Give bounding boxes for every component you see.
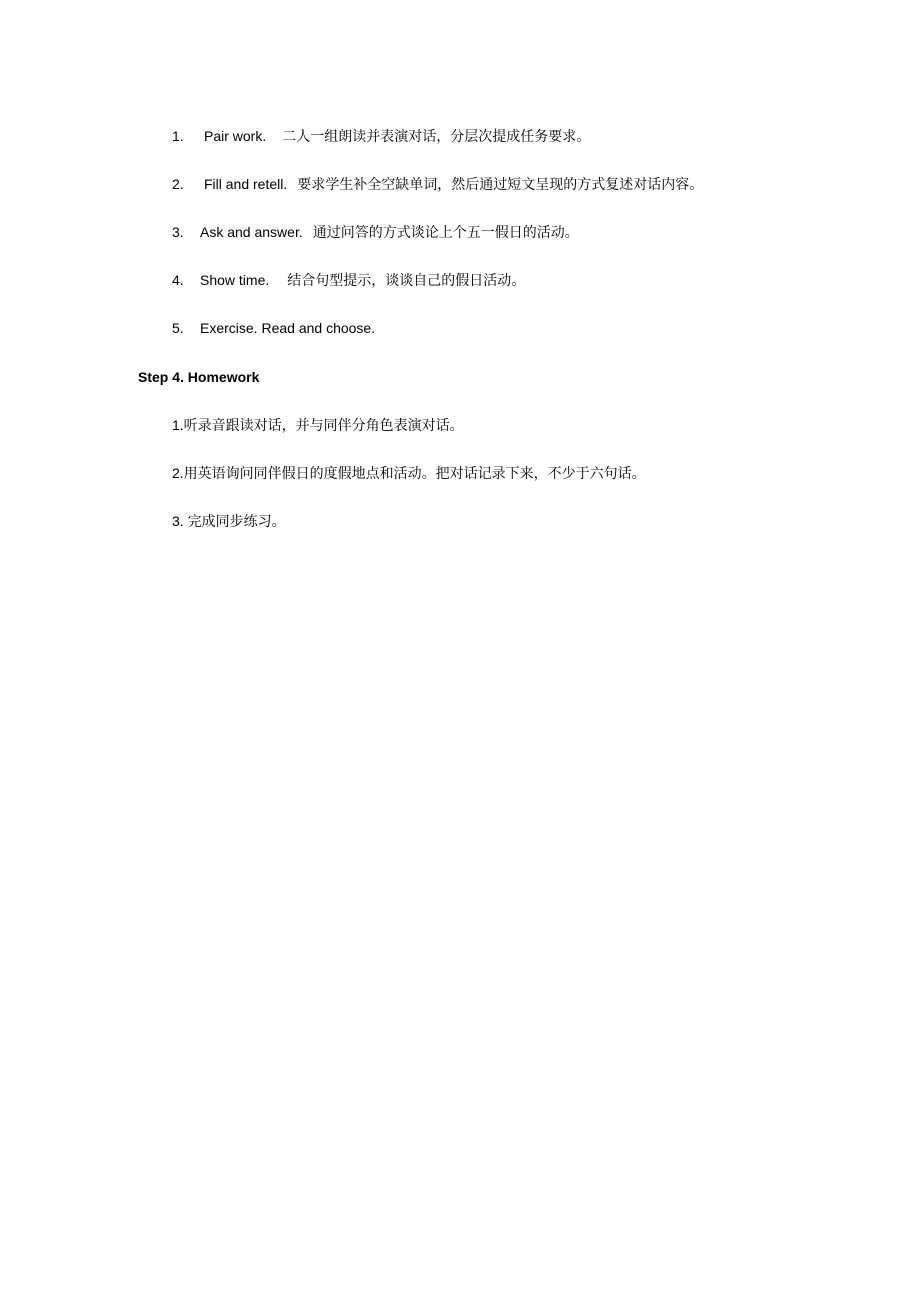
list-english: Ask and answer. [200, 224, 303, 240]
list-english: Exercise. Read and choose. [200, 320, 376, 336]
list-english: Fill and retell. [204, 176, 288, 192]
list-number: 5. [172, 320, 184, 336]
list-chinese: 结合句型提示，谈谈自己的假日活动。 [287, 272, 526, 288]
list-number: 1. [172, 128, 184, 144]
list-item [172, 319, 385, 337]
list-item [172, 127, 590, 145]
homework-item: 2.用英语询问同伴假日的度假地点和活动。把对话记录下来，不少于六句话。 [172, 465, 646, 481]
list-item [172, 175, 703, 193]
list-chinese: 二人一组朗读并表演对话，分层次提成任务要求。 [282, 128, 591, 144]
list-number: 2. [172, 176, 184, 192]
list-number: 3. [172, 224, 184, 240]
list-number: 4. [172, 272, 184, 288]
list-english: Show time. [200, 272, 270, 288]
list-item [172, 271, 525, 289]
list-chinese: 要求学生补全空缺单词，然后通过短文呈现的方式复述对话内容。 [297, 176, 704, 192]
homework-item: 3. 完成同步练习。 [172, 513, 286, 529]
list-english: Pair work. [204, 128, 267, 144]
list-item [172, 223, 579, 241]
list-chinese: 通过问答的方式谈论上个五一假日的活动。 [312, 224, 579, 240]
homework-item: 1.听录音跟读对话，并与同伴分角色表演对话。 [172, 417, 464, 433]
section-heading: Step 4. Homework [138, 369, 260, 385]
